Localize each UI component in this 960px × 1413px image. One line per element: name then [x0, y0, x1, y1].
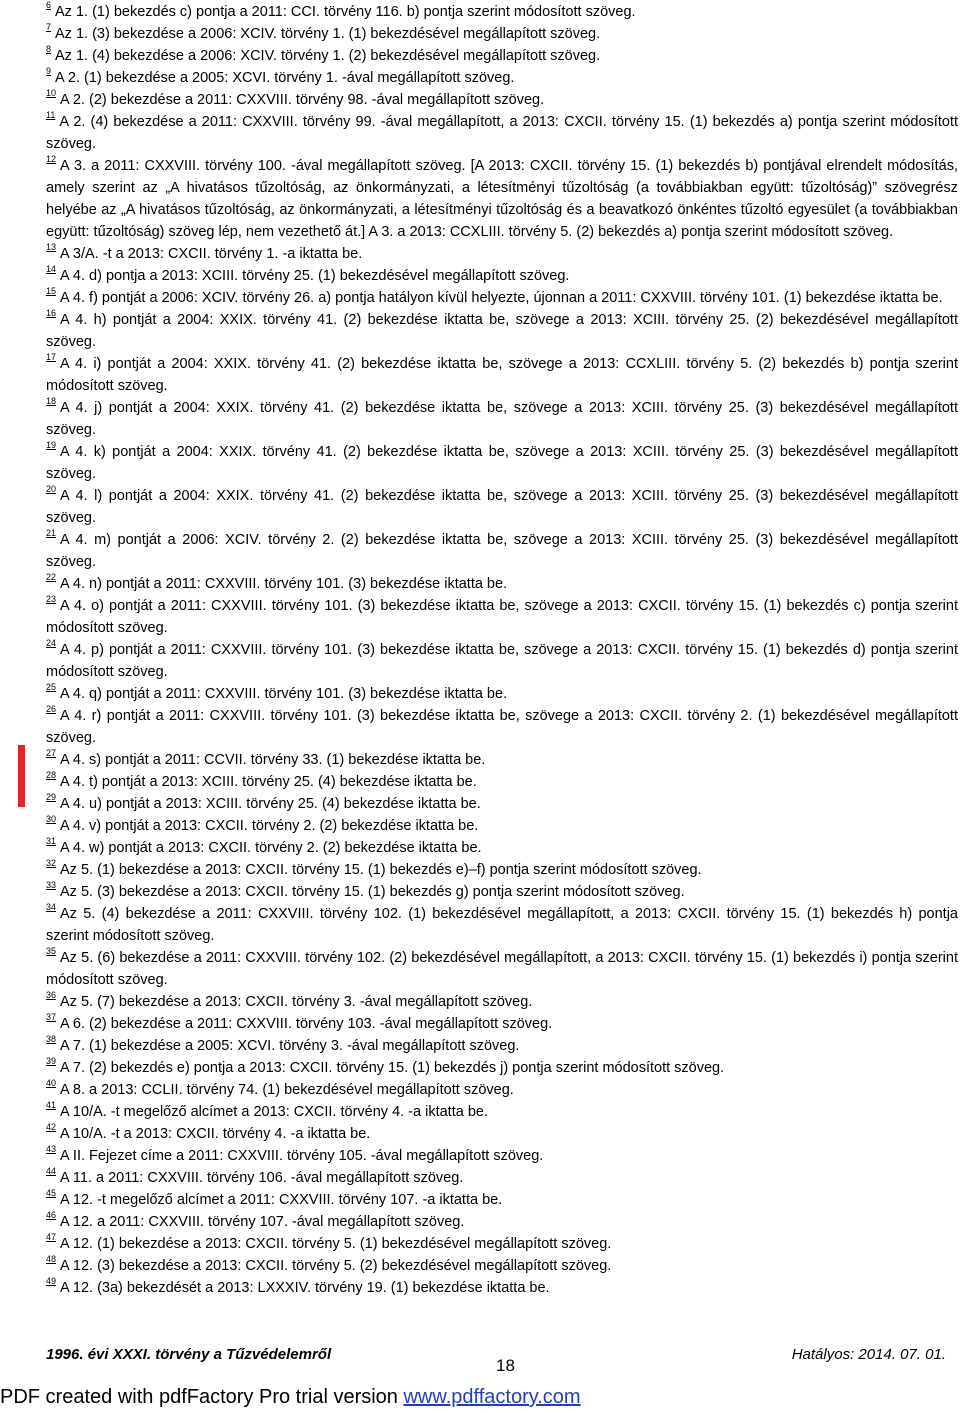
footnote-text: Az 5. (1) bekezdése a 2013: CXCII. törvény 15. (1) bekezdés e)–f) pontja szerint módosított szöveg. [60, 862, 702, 878]
pdf-trial-banner [0, 1386, 581, 1409]
footnote-text: Az 1. (4) bekezdése a 2006: XCIV. törvény 1. (2) bekezdésével megállapított szöveg. [55, 48, 601, 64]
footnote-number[interactable]: 37 [46, 1012, 57, 1022]
footnote-text: A 10/A. -t megelőző alcímet a 2013: CXCII. törvény 4. -a iktatta be. [60, 1104, 488, 1120]
footnote-number[interactable]: 10 [46, 88, 57, 98]
footnote-number[interactable]: 33 [46, 880, 57, 890]
footnote-text: A 4. j) pontját a 2004: XXIX. törvény 41. (2) bekezdése iktatta be, szövege a 2013: XCIII. törvény 25. (3) bekezdésével megállapított szöveg. [46, 400, 958, 438]
footnote [46, 485, 958, 529]
footnote-text: A 4. d) pontja a 2013: XCIII. törvény 25. (1) bekezdésével megállapított szöveg. [60, 268, 570, 284]
footnote [46, 639, 958, 683]
footnote-text: A 12. (1) bekezdése a 2013: CXCII. törvény 5. (1) bekezdésével megállapított szöveg. [60, 1236, 612, 1252]
footnote-number[interactable]: 15 [46, 286, 57, 296]
footnote-number[interactable]: 36 [46, 990, 57, 1000]
page-footer [46, 1346, 946, 1386]
footnote-number[interactable]: 16 [46, 308, 57, 318]
footnote-number[interactable]: 42 [46, 1122, 57, 1132]
footnote-text: A 2. (4) bekezdése a 2011: CXXVIII. törvény 99. -ával megállapított, a 2013: CXCII. törvény 15. (1) bekezdés a) pontja szerint módosított szöveg. [46, 114, 958, 152]
footnote-text: A 4. t) pontját a 2013: XCIII. törvény 25. (4) bekezdése iktatta be. [60, 774, 477, 790]
footnote-text: A 4. k) pontját a 2004: XXIX. törvény 41. (2) bekezdése iktatta be, szövege a 2013: XCIII. törvény 25. (3) bekezdésével megállapított szöveg. [46, 444, 958, 482]
footnote-text: A 4. p) pontját a 2011: CXXVIII. törvény 101. (3) bekezdése iktatta be, szövege a 2013: CXCII. törvény 15. (1) bekezdés d) pontja szerint módosított szöveg. [46, 642, 958, 680]
footnote-text: A 4. m) pontját a 2006: XCIV. törvény 2. (2) bekezdése iktatta be, szövege a 2013: XCIII. törvény 25. (3) bekezdésével megállapított szöveg. [46, 532, 958, 570]
footnote-text: Az 1. (3) bekezdése a 2006: XCIV. törvény 1. (1) bekezdésével megállapított szöveg. [55, 26, 601, 42]
footnote-number[interactable]: 46 [46, 1210, 57, 1220]
footnote-text: A 2. (1) bekezdése a 2005: XCVI. törvény 1. -ával megállapított szöveg. [55, 70, 515, 86]
footnote [46, 89, 958, 111]
footnote-text: A 12. (3a) bekezdését a 2013: LXXXIV. törvény 19. (1) bekezdése iktatta be. [60, 1280, 550, 1296]
footnote-text: A 6. (2) bekezdése a 2011: CXXVIII. törvény 103. -ával megállapított szöveg. [60, 1016, 553, 1032]
footnote [46, 1, 958, 23]
footnote [46, 881, 958, 903]
footnote-number[interactable]: 47 [46, 1232, 57, 1242]
footnote [46, 529, 958, 573]
footnote-text: A 12. (3) bekezdése a 2013: CXCII. törvény 5. (2) bekezdésével megállapított szöveg. [60, 1258, 612, 1274]
footnote [46, 1189, 958, 1211]
footnote [46, 705, 958, 749]
footnote [46, 1277, 958, 1299]
footnote [46, 1057, 958, 1079]
footnote-text: A 2. (2) bekezdése a 2011: CXXVIII. törvény 98. -ával megállapított szöveg. [60, 92, 545, 108]
footnote-number[interactable]: 31 [46, 836, 57, 846]
footnote-number[interactable]: 9 [46, 66, 52, 76]
footnote-text: A 8. a 2013: CCLII. törvény 74. (1) bekezdésével megállapított szöveg. [60, 1082, 514, 1098]
footnote-text: Az 5. (4) bekezdése a 2011: CXXVIII. törvény 102. (1) bekezdésével megállapított, a 2013: CXCII. törvény 15. (1) bekezdés h) pontja szerint módosított szöveg. [46, 906, 958, 944]
footnote [46, 155, 958, 243]
change-marker-bar [18, 745, 25, 807]
footnote-text: A 4. n) pontját a 2011: CXXVIII. törvény 101. (3) bekezdése iktatta be. [60, 576, 508, 592]
footer-effective-date: Hatályos: 2014. 07. 01. [791, 1346, 946, 1363]
footnote-number[interactable]: 25 [46, 682, 57, 692]
footnote-text: Az 5. (6) bekezdése a 2011: CXXVIII. törvény 102. (2) bekezdésével megállapított, a 2013: CXCII. törvény 15. (1) bekezdés i) pontja szerint módosított szöveg. [46, 950, 958, 988]
footnote-number[interactable]: 8 [46, 44, 52, 54]
footnote-number[interactable]: 48 [46, 1254, 57, 1264]
footnote-text: A 4. f) pontját a 2006: XCIV. törvény 26. a) pontja hatályon kívül helyezte, újonnan a 2011: CXXVIII. törvény 101. (1) bekezdése iktatta be. [60, 290, 943, 306]
footnote-number[interactable]: 22 [46, 572, 57, 582]
pdffactory-link[interactable]: www.pdffactory.com [403, 1386, 581, 1408]
footnote [46, 749, 958, 771]
footnote [46, 991, 958, 1013]
footnote-text: A 4. v) pontját a 2013: CXCII. törvény 2. (2) bekezdése iktatta be. [60, 818, 479, 834]
footnote-number[interactable]: 11 [46, 110, 56, 120]
footnote [46, 1145, 958, 1167]
footnote-number[interactable]: 14 [46, 264, 57, 274]
footnote [46, 683, 958, 705]
footnote [46, 837, 958, 859]
footnote-number[interactable]: 24 [46, 638, 57, 648]
footnote [46, 243, 958, 265]
footnote [46, 67, 958, 89]
footnote-text: A 4. q) pontját a 2011: CXXVIII. törvény 101. (3) bekezdése iktatta be. [60, 686, 508, 702]
footnote [46, 947, 958, 991]
footnote-list [46, 1, 958, 1299]
footnote-text: A 4. r) pontját a 2011: CXXVIII. törvény 101. (3) bekezdése iktatta be, szövege a 2013: CXCII. törvény 2. (1) bekezdésével megállapított szöveg. [46, 708, 958, 746]
footnote [46, 1035, 958, 1057]
footnote [46, 771, 958, 793]
pdf-banner-text: PDF created with pdfFactory Pro trial version [0, 1386, 404, 1408]
footnote-text: Az 5. (7) bekezdése a 2013: CXCII. törvény 3. -ával megállapított szöveg. [60, 994, 533, 1010]
footnote-number[interactable]: 27 [46, 748, 57, 758]
footnote-text: A 11. a 2011: CXXVIII. törvény 106. -ával megállapított szöveg. [60, 1170, 464, 1186]
footnote-text: Az 5. (3) bekezdése a 2013: CXCII. törvény 15. (1) bekezdés g) pontja szerint módosított szöveg. [60, 884, 685, 900]
footnote [46, 23, 958, 45]
footnote [46, 287, 958, 309]
footnote-number[interactable]: 19 [46, 440, 57, 450]
footnote [46, 265, 958, 287]
footnote-number[interactable]: 23 [46, 594, 57, 604]
footnote-number[interactable]: 44 [46, 1166, 57, 1176]
footnote-number[interactable]: 26 [46, 704, 57, 714]
footnote-number[interactable]: 21 [46, 528, 57, 538]
footnote-number[interactable]: 35 [46, 946, 57, 956]
footnote [46, 793, 958, 815]
footnote [46, 1167, 958, 1189]
footnote-number[interactable]: 40 [46, 1078, 57, 1088]
footnote-number[interactable]: 34 [46, 902, 57, 912]
footnote-number[interactable]: 49 [46, 1276, 57, 1286]
footnote [46, 397, 958, 441]
footnote [46, 1101, 958, 1123]
footnote-text: A 4. u) pontját a 2013: XCIII. törvény 25. (4) bekezdése iktatta be. [60, 796, 481, 812]
footnote-number[interactable]: 20 [46, 484, 57, 494]
footnote-number[interactable]: 28 [46, 770, 57, 780]
page-number: 18 [496, 1356, 515, 1375]
footnote-text: A 4. l) pontját a 2004: XXIX. törvény 41. (2) bekezdése iktatta be, szövege a 2013: XCIII. törvény 25. (3) bekezdésével megállapított szöveg. [46, 488, 958, 526]
footnote [46, 1013, 958, 1035]
footnote-number[interactable]: 32 [46, 858, 57, 868]
footnote [46, 45, 958, 67]
footnote-number[interactable]: 18 [46, 396, 57, 406]
footnote-number[interactable]: 13 [46, 242, 57, 252]
footnote-text: A 4. s) pontját a 2011: CCVII. törvény 33. (1) bekezdése iktatta be. [60, 752, 486, 768]
footnote-number[interactable]: 38 [46, 1034, 57, 1044]
footnote-text: A 3. a 2011: CXXVIII. törvény 100. -ával megállapított szöveg. [A 2013: CXCII. törvény 15. (1) bekezdés b) pontjával elrendelt módosítás, amely szerint az „A hivatásos tűzoltóság, az önkormányzati, a létesítményi tűzoltóság (a továbbiakban együtt: tűzoltóság)” szövegrész helyébe az „A hivatásos tűzoltóság, az önkormányzati, a létesítményi tűzoltóság és a beavatkozó önkéntes tűzoltó egyesület (a továbbiakban együtt: tűzoltóság) szöveg lép, nem vezethető át.] A 3. a 2013: CCXLIII. törvény 5. (2) bekezdés a) pontja szerint módosított szöveg. [46, 158, 958, 240]
footnote [46, 595, 958, 639]
footnote-text: A 7. (2) bekezdés e) pontja a 2013: CXCII. törvény 15. (1) bekezdés j) pontja szerint módosított szöveg. [60, 1060, 725, 1076]
footnote-text: A 4. o) pontját a 2011: CXXVIII. törvény 101. (3) bekezdése iktatta be, szövege a 2013: CXCII. törvény 15. (1) bekezdés c) pontja szerint módosított szöveg. [46, 598, 958, 636]
footnote [46, 903, 958, 947]
footnote [46, 1123, 958, 1145]
footnote-text: A 4. h) pontját a 2004: XXIX. törvény 41. (2) bekezdése iktatta be, szövege a 2013: XCIII. törvény 25. (2) bekezdésével megállapított szöveg. [46, 312, 958, 350]
footnote-text: A 10/A. -t a 2013: CXCII. törvény 4. -a iktatta be. [60, 1126, 371, 1142]
footnote-text: A II. Fejezet címe a 2011: CXXVIII. törvény 105. -ával megállapított szöveg. [60, 1148, 544, 1164]
footnote-number[interactable]: 12 [46, 154, 57, 164]
footer-law-title: 1996. évi XXXI. törvény a Tűzvédelemről [46, 1346, 332, 1363]
footnote-number[interactable]: 7 [46, 22, 52, 32]
footnote [46, 1211, 958, 1233]
footnote-number[interactable]: 43 [46, 1144, 57, 1154]
footnote-text: A 7. (1) bekezdése a 2005: XCVI. törvény 3. -ával megállapított szöveg. [60, 1038, 520, 1054]
footnote-text: A 12. a 2011: CXXVIII. törvény 107. -ával megállapított szöveg. [60, 1214, 465, 1230]
footnote-text: A 12. -t megelőző alcímet a 2011: CXXVIII. törvény 107. -a iktatta be. [60, 1192, 503, 1208]
footnote-number[interactable]: 39 [46, 1056, 57, 1066]
footnote-text: A 4. w) pontját a 2013: CXCII. törvény 2. (2) bekezdése iktatta be. [60, 840, 482, 856]
footnote-number[interactable]: 45 [46, 1188, 57, 1198]
footnote [46, 353, 958, 397]
footnote [46, 573, 958, 595]
footnote [46, 309, 958, 353]
footnote-number[interactable]: 30 [46, 814, 57, 824]
footnote-number[interactable]: 17 [46, 352, 57, 362]
footnote [46, 815, 958, 837]
footnote-number[interactable]: 41 [46, 1100, 57, 1110]
footnote-number[interactable]: 6 [46, 0, 52, 10]
footnote [46, 859, 958, 881]
footnote-text: Az 1. (1) bekezdés c) pontja a 2011: CCI. törvény 116. b) pontja szerint módosított szöveg. [55, 4, 636, 20]
footnote [46, 1079, 958, 1101]
footnote-text: A 3/A. -t a 2013: CXCII. törvény 1. -a iktatta be. [60, 246, 363, 262]
footnote-text: A 4. i) pontját a 2004: XXIX. törvény 41. (2) bekezdése iktatta be, szövege a 2013: CCXLIII. törvény 5. (2) bekezdés b) pontja szerint módosított szöveg. [46, 356, 958, 394]
footnote [46, 1233, 958, 1255]
footnote [46, 441, 958, 485]
footnote [46, 1255, 958, 1277]
footnote-number[interactable]: 29 [46, 792, 57, 802]
footnote [46, 111, 958, 155]
